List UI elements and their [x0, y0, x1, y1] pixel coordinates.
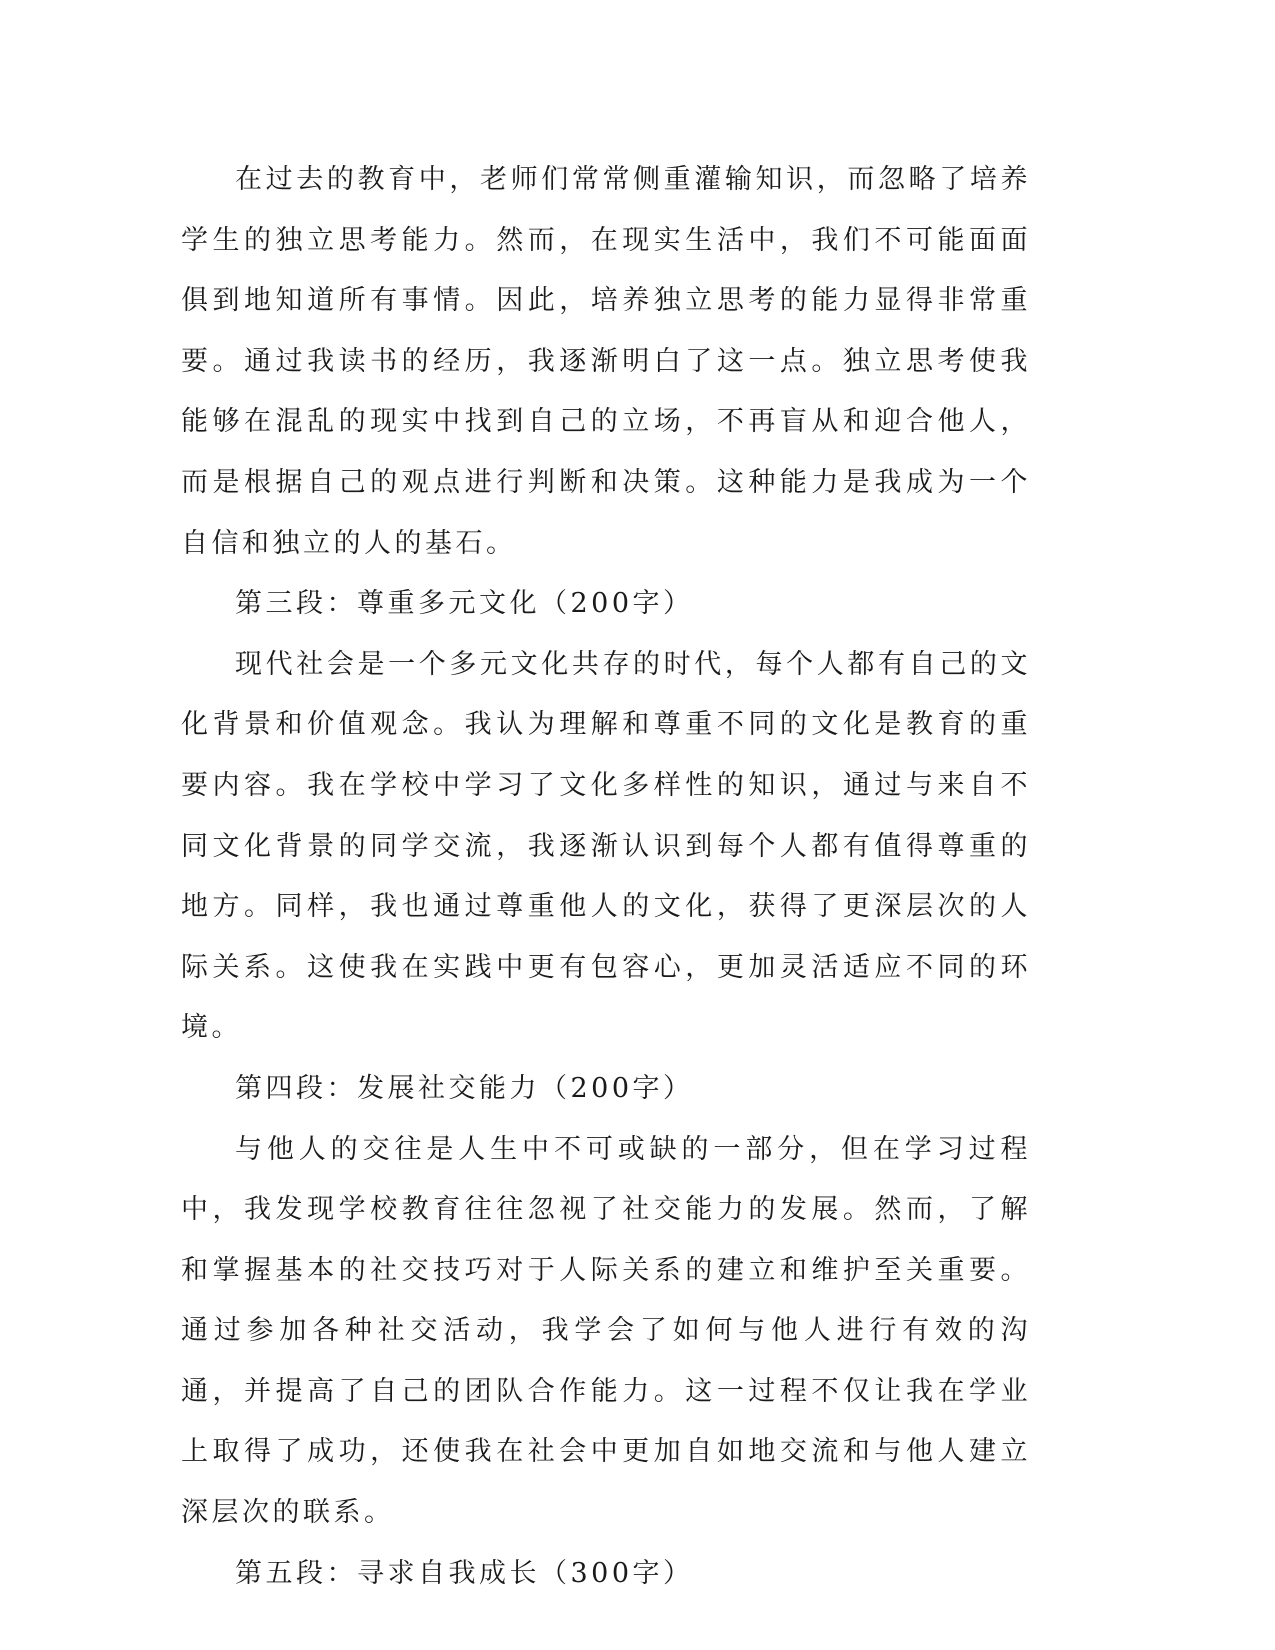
- paragraph-independent-thinking: 在过去的教育中，老师们常常侧重灌输知识，而忽略了培养学生的独立思考能力。然而，在现实生活中，我们不可能面面俱到地知道所有事情。因此，培养独立思考的能力显得非常重要。通过我读书的经历，我逐渐明白了这一点。独立思考使我能够在混乱的现实中找到自己的立场，不再盲从和迎合他人，而是根据自己的观点进行判断和决策。这种能力是我成为一个自信和独立的人的基石。: [181, 164, 1031, 559]
- document-page: [181, 150, 1031, 1604]
- section-heading-5: 第五段：寻求自我成长（300字）: [235, 1557, 694, 1589]
- section-heading-4: 第四段：发展社交能力（200字）: [235, 1072, 694, 1104]
- section-heading-3: 第三段：尊重多元文化（200字）: [235, 588, 694, 620]
- paragraph-multicultural: 现代社会是一个多元文化共存的时代，每个人都有自己的文化背景和价值观念。我认为理解和尊重不同的文化是教育的重要内容。我在学校中学习了文化多样性的知识，通过与来自不同文化背景的同学交流，我逐渐认识到每个人都有值得尊重的地方。同样，我也通过尊重他人的文化，获得了更深层次的人际关系。这使我在实践中更有包容心，更加灵活适应不同的环境。: [181, 648, 1031, 1044]
- paragraph-social-skills: 与他人的交往是人生中不可或缺的一部分，但在学习过程中，我发现学校教育往往忽视了社交能力的发展。然而，了解和掌握基本的社交技巧对于人际关系的建立和维护至关重要。通过参加各种社交活动，我学会了如何与他人进行有效的沟通，并提高了自己的团队合作能力。这一过程不仅让我在学业上取得了成功，还使我在社会中更加自如地交流和与他人建立深层次的联系。: [181, 1133, 1031, 1529]
